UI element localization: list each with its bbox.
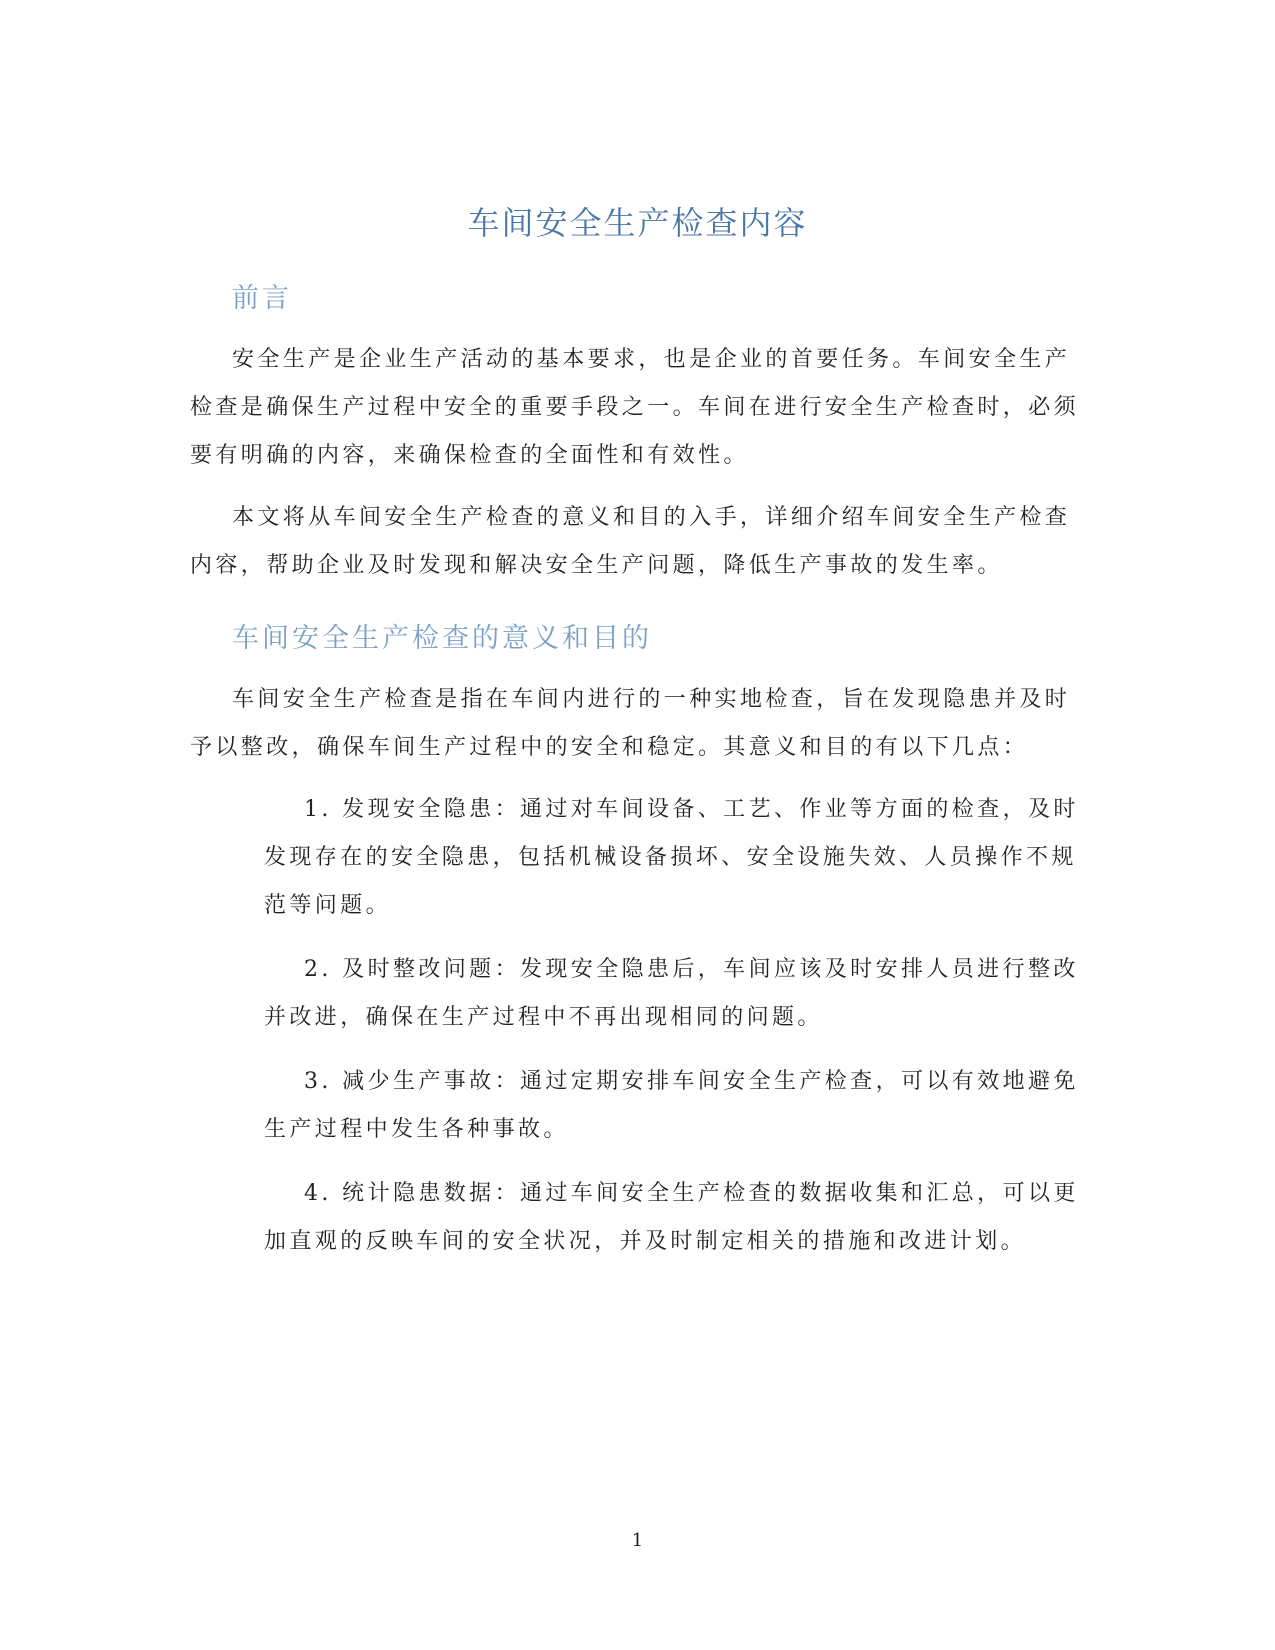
document-title: 车间安全生产检查内容 [467,204,808,242]
list-item: 1. 发现安全隐患：通过对车间设备、工艺、作业等方面的检查，及时发现存在的安全隐患，包括机械设备损坏、安全设施失效、人员操作不规范等问题。 [264,797,1079,918]
preface-paragraph-2: 本文将从车间安全生产检查的意义和目的入手，详细介绍车间安全生产检查内容，帮助企业及时发现和解决安全生产问题，降低生产事故的发生率。 [190,505,1071,578]
section-heading-purpose: 车间安全生产检查的意义和目的 [232,623,652,654]
list-item: 4. 统计隐患数据：通过车间安全生产检查的数据收集和汇总，可以更加直观的反映车间的安全状况，并及时制定相关的措施和改进计划。 [264,1181,1079,1254]
list-item: 2. 及时整改问题：发现安全隐患后，车间应该及时安排人员进行整改并改进，确保在生产过程中不再出现相同的问题。 [264,957,1079,1030]
page-number: 1 [631,1530,644,1551]
purpose-paragraph-1: 车间安全生产检查是指在车间内进行的一种实地检查，旨在发现隐患并及时予以整改，确保车间生产过程中的安全和稳定。其意义和目的有以下几点： [190,687,1071,760]
preface-paragraph-1: 安全生产是企业生产活动的基本要求，也是企业的首要任务。车间安全生产检查是确保生产过程中安全的重要手段之一。车间在进行安全生产检查时，必须要有明确的内容，来确保检查的全面性和有效性。 [190,347,1080,468]
section-heading-preface: 前言 [232,283,292,314]
list-item: 3. 减少生产事故：通过定期安排车间安全生产检查，可以有效地避免生产过程中发生各种事故。 [264,1069,1079,1142]
